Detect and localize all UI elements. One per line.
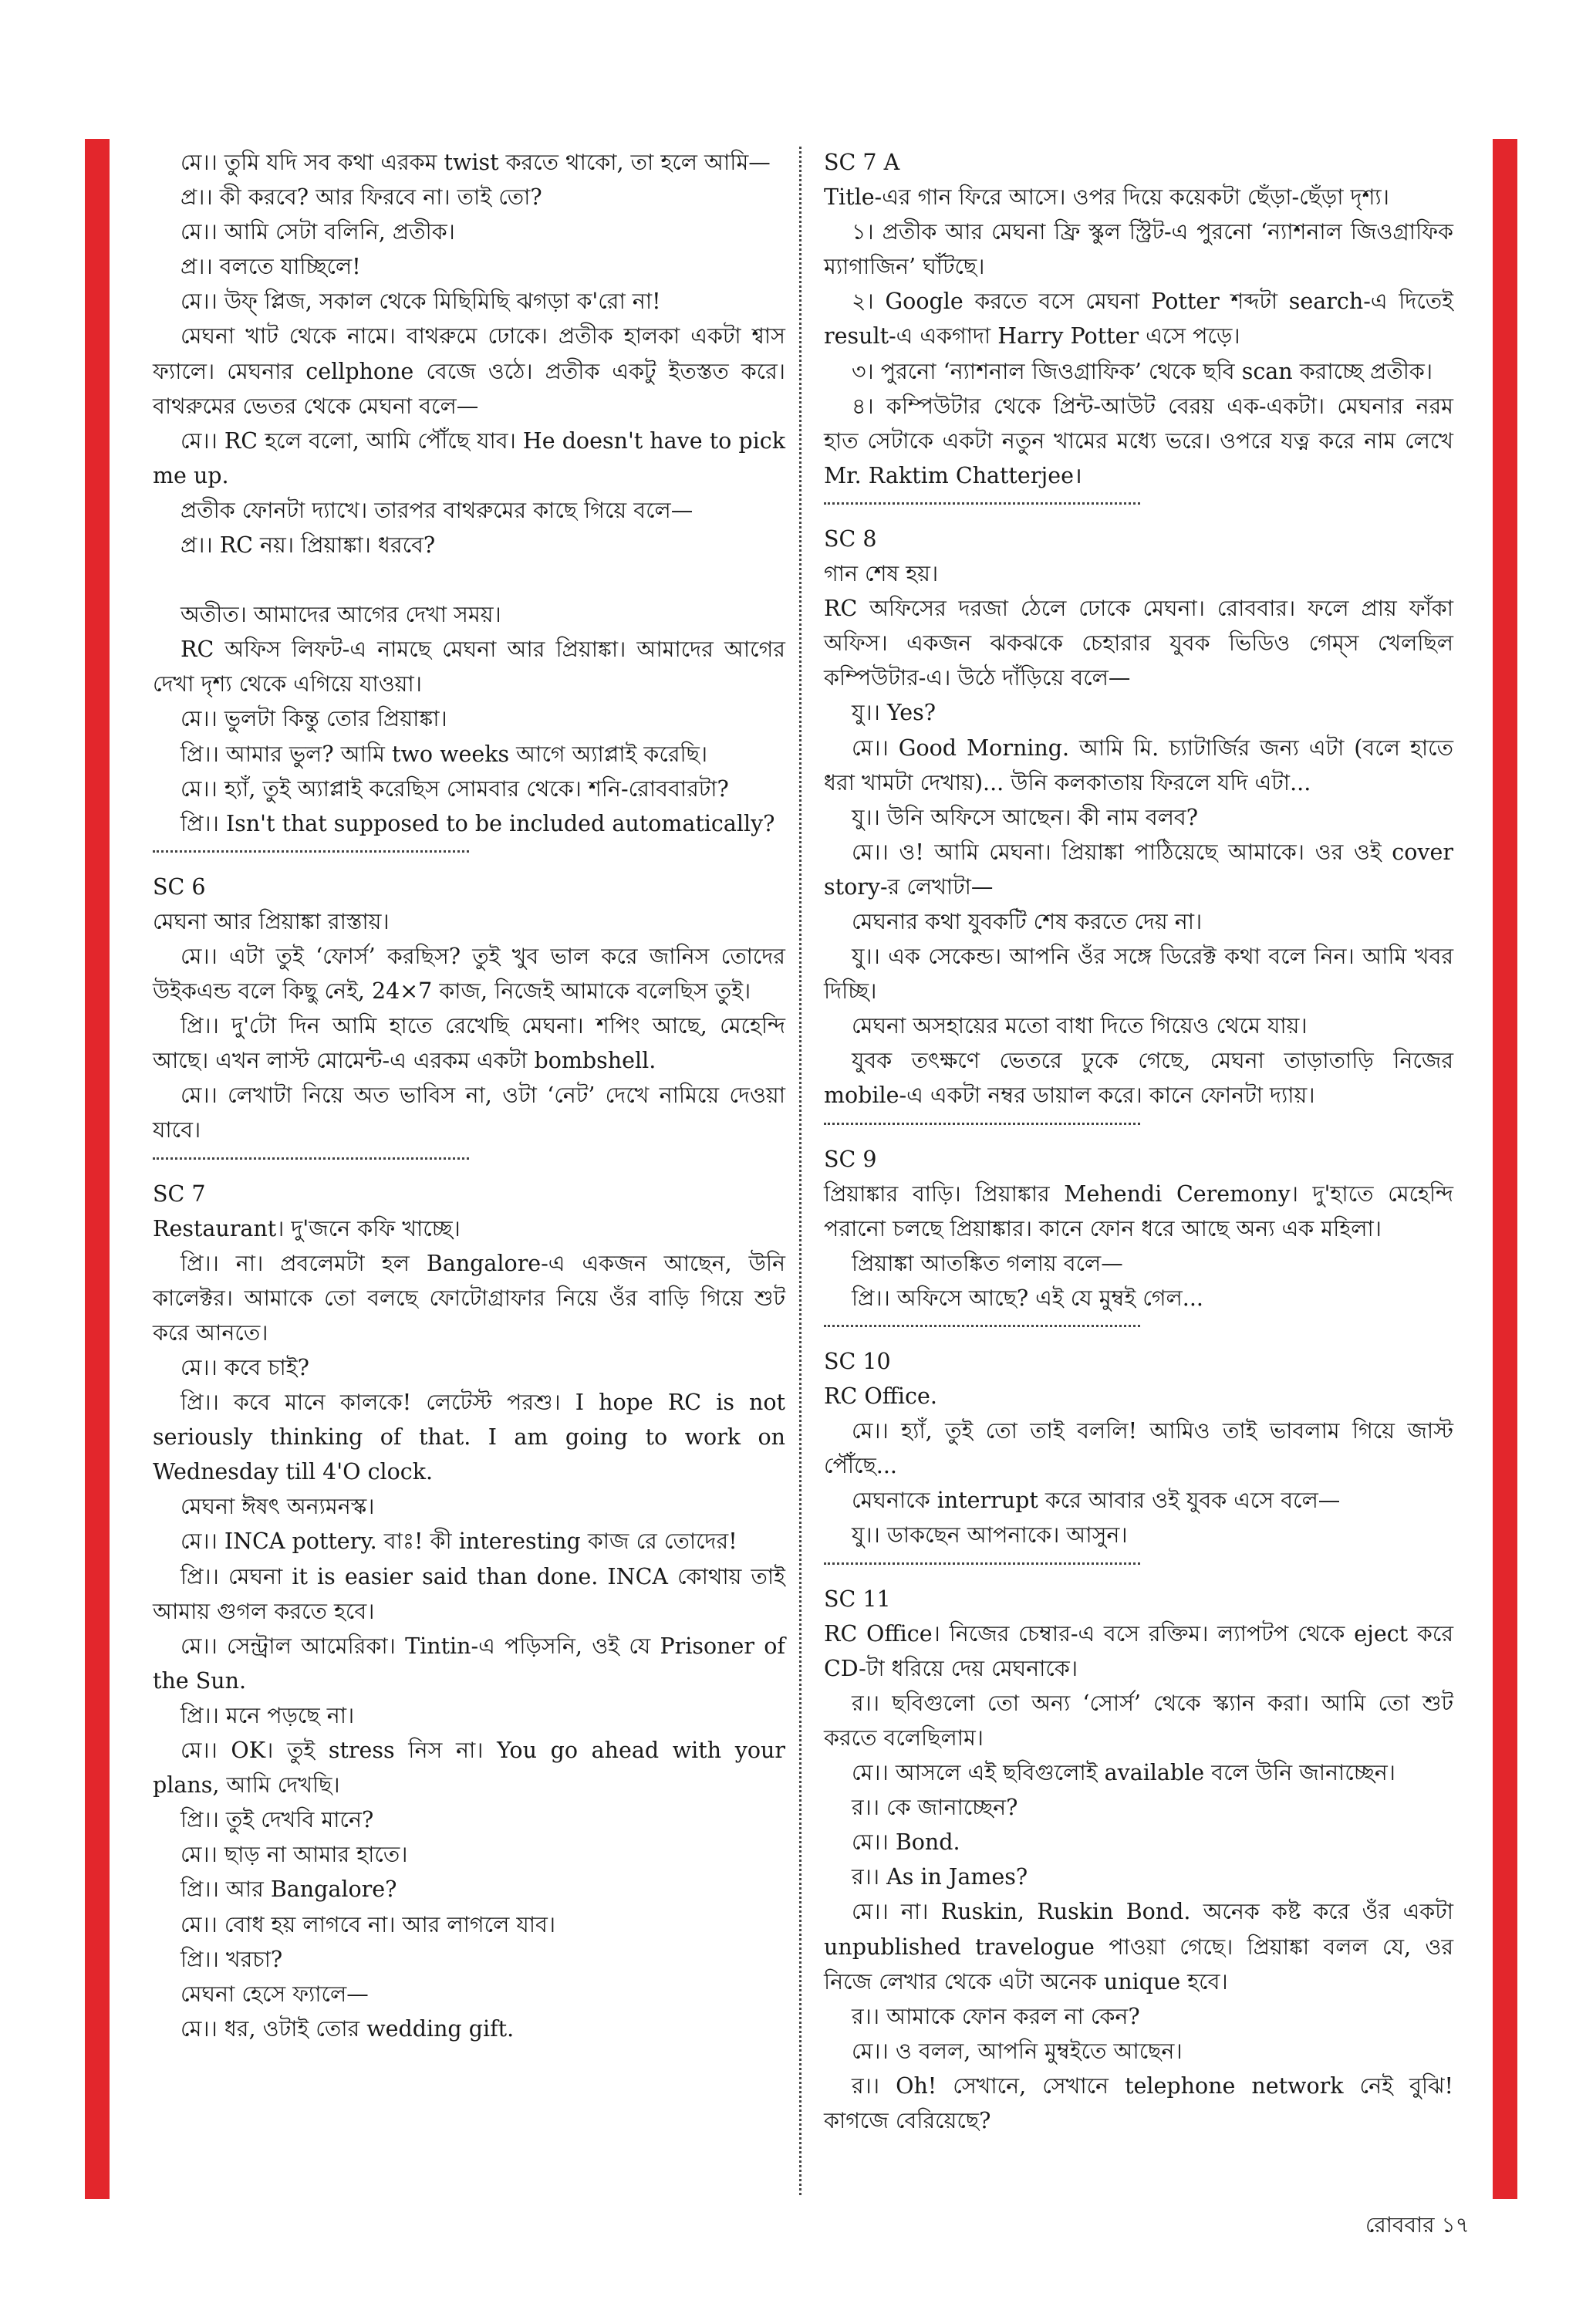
right-column-paragraph: ৩। পুরনো ‘ন্যাশনাল জিওগ্রাফিক’ থেকে ছবি scan করাচ্ছে প্রতীক। bbox=[852, 358, 1433, 384]
scene-separator bbox=[153, 1157, 469, 1160]
right-column-paragraph: র।। Oh! সেখানে, সেখানে telephone network নেই বুঝি! কাগজে বেরিয়েছে? bbox=[824, 2072, 1453, 2133]
left-column-paragraph: মেঘনা হেসে ফ্যালে— bbox=[181, 1981, 369, 2007]
left-column-paragraph: প্রি।। মনে পড়ছে না। bbox=[181, 1702, 355, 1728]
scene-separator bbox=[824, 1123, 1140, 1125]
scene-separator bbox=[824, 502, 1140, 505]
left-red-margin-bar bbox=[85, 139, 110, 2199]
left-column-paragraph: মে।। সেন্ট্রাল আমেরিকা। Tintin-এ পড়িসনি, ওই যে Prisoner of the Sun. bbox=[153, 1633, 785, 1694]
left-column-paragraph: মে।। RC হলে বলো, আমি পৌঁছে যাব। He doesn't have to pick me up. bbox=[153, 427, 785, 488]
left-column-paragraph: মেঘনা খাট থেকে নামে। বাথরুমে ঢোকে। প্রতীক হালকা একটা শ্বাস ফ্যালে। মেঘনার cellphone বেজে ওঠে। প্রতীক একটু ইতস্তত করে। বাথরুমের ভেতর থেকে মেঘনা বলে— bbox=[153, 323, 785, 419]
right-column-paragraph: র।। কে জানাচ্ছেন? bbox=[852, 1795, 1018, 1821]
left-column-paragraph: মে।। এটা তুই ‘ফোর্স’ করছিস? তুই খুব ভাল করে জানিস তোদের উইকএন্ড বলে কিছু নেই, 24×7 কাজ, নিজেই আমাকে বলেছিস তুই। bbox=[153, 943, 785, 1005]
left-column-paragraph: প্রতীক ফোনটা দ্যাখে। তারপর বাথরুমের কাছে গিয়ে বলে— bbox=[181, 497, 694, 523]
left-column bbox=[153, 145, 785, 2046]
right-column-paragraph: গান শেষ হয়। bbox=[824, 561, 939, 587]
left-column-paragraph: মে।। লেখাটা নিয়ে অত ভাবিস না, ওটা ‘নেট’ দেখে নামিয়ে দেওয়া যাবে। bbox=[153, 1083, 785, 1143]
right-column-paragraph: র।। ছবিগুলো তো অন্য ‘সোর্স’ থেকে স্ক্যান করা। আমি তো শুট করতে বলেছিলাম। bbox=[824, 1690, 1453, 1751]
left-column-paragraph: Restaurant। দু'জনে কফি খাচ্ছে। bbox=[153, 1215, 461, 1241]
scene-heading: SC 11 bbox=[824, 1586, 891, 1612]
left-column-paragraph: মেঘনা আর প্রিয়াঙ্কা রাস্তায়। bbox=[153, 908, 390, 934]
left-column-paragraph: মে।। বোধ হয় লাগবে না। আর লাগলে যাব। bbox=[181, 1911, 556, 1937]
left-column-paragraph: মে।। হ্যাঁ, তুই অ্যাপ্লাই করেছিস সোমবার থেকে। শনি-রোববারটা? bbox=[181, 775, 729, 802]
left-column-paragraph: প্রি।। কবে মানে কালকে! লেটেস্ট পরশু। I hope RC is not seriously thinking of that. I am going to work on Wednesday till 4'O clock. bbox=[153, 1390, 785, 1485]
right-column-paragraph: প্রিয়াঙ্কার বাড়ি। প্রিয়াঙ্কার Mehendi Ceremony। দু'হাতে মেহেন্দি পরানো চলছে প্রিয়াঙ্কার। কানে ফোন ধরে আছে অন্য এক মহিলা। bbox=[824, 1181, 1453, 1241]
right-column-paragraph: র।। আমাকে ফোন করল না কেন? bbox=[852, 2003, 1140, 2029]
right-column-paragraph: মেঘনা অসহায়ের মতো বাধা দিতে গিয়েও থেমে যায়। bbox=[852, 1013, 1308, 1039]
right-column-paragraph: মেঘনাকে interrupt করে আবার ওই যুবক এসে বলে— bbox=[852, 1488, 1341, 1514]
right-column-paragraph: প্রি।। অফিসে আছে? এই যে মুম্বই গেল... bbox=[852, 1285, 1203, 1311]
right-column-paragraph: মে।। ও বলল, আপনি মুম্বইতে আছেন। bbox=[852, 2038, 1183, 2064]
scene-heading: SC 10 bbox=[824, 1349, 891, 1374]
paragraph-gap bbox=[153, 562, 785, 597]
left-column-paragraph: RC অফিস লিফট-এ নামছে মেঘনা আর প্রিয়াঙ্কা। আমাদের আগের দেখা দৃশ্য থেকে এগিয়ে যাওয়া। bbox=[153, 637, 785, 698]
right-column-paragraph: র।। As in James? bbox=[852, 1864, 1028, 1890]
left-column-paragraph: মে।। ভুলটা কিন্তু তোর প্রিয়াঙ্কা। bbox=[181, 706, 447, 732]
left-column-paragraph: প্রি।। আমার ভুল? আমি two weeks আগে অ্যাপ্লাই করেছি। bbox=[181, 741, 708, 767]
right-column-paragraph: মে।। আসলে এই ছবিগুলোই available বলে উনি জানাচ্ছেন। bbox=[852, 1760, 1395, 1786]
right-column-paragraph: মে।। ও! আমি মেঘনা। প্রিয়াঙ্কা পাঠিয়েছে আমাকে। ওর ওই cover story-র লেখাটা— bbox=[824, 839, 1453, 900]
left-column-paragraph: মে।। ছাড় না আমার হাতে। bbox=[181, 1842, 408, 1868]
right-column-paragraph: মে।। Bond. bbox=[852, 1829, 960, 1856]
left-column-paragraph: মে।। উফ্ প্লিজ, সকাল থেকে মিছিমিছি ঝগড়া ক'রো না! bbox=[181, 289, 661, 315]
left-column-paragraph: মে।। OK। তুই stress নিস না। You go ahead with your plans, আমি দেখছি। bbox=[153, 1738, 785, 1799]
left-column-paragraph: মে।। আমি সেটা বলিনি, প্রতীক। bbox=[181, 219, 455, 245]
scene-separator bbox=[153, 850, 469, 853]
left-column-paragraph: প্রি।। তুই দেখবি মানে? bbox=[181, 1807, 374, 1833]
left-column-paragraph: মে।। কবে চাই? bbox=[181, 1355, 309, 1380]
left-column-paragraph: মেঘনা ঈষৎ অন্যমনস্ক। bbox=[181, 1494, 375, 1520]
left-column-paragraph: প্রি।। Isn't that supposed to be included automatically? bbox=[181, 810, 775, 836]
column-divider bbox=[799, 147, 801, 2195]
scene-heading: SC 9 bbox=[824, 1146, 877, 1172]
left-column-paragraph: প্র।। বলতে যাচ্ছিলে! bbox=[181, 254, 361, 280]
scene-heading: SC 8 bbox=[824, 525, 877, 552]
right-column-paragraph: RC অফিসের দরজা ঠেলে ঢোকে মেঘনা। রোববার। ফলে প্রায় ফাঁকা অফিস। একজন ঝকঝকে চেহারার যুবক ভিডিও গেম্‌স খেলছিল কম্পিউটার-এ। উঠে দাঁড়িয়ে বলে— bbox=[824, 596, 1453, 691]
scene-heading: SC 7 bbox=[153, 1181, 206, 1207]
right-column-paragraph: যু।। ডাকছেন আপনাকে। আসুন। bbox=[852, 1522, 1128, 1549]
scene-separator bbox=[824, 1325, 1140, 1327]
left-column-paragraph: প্রি।। খরচা? bbox=[181, 1946, 283, 1972]
right-column-paragraph: মে।। না। Ruskin, Ruskin Bond. অনেক কষ্ট করে ওঁর একটা unpublished travelogue পাওয়া গেছে। প্রিয়াঙ্কা বলল যে, ওর নিজে লেখার থেকে এটা অনেক unique হবে। bbox=[824, 1899, 1453, 1995]
right-column-paragraph: যু।। উনি অফিসে আছেন। কী নাম বলব? bbox=[852, 804, 1199, 830]
scene-heading: SC 7 A bbox=[824, 150, 900, 175]
right-column-paragraph: মে।। Good Morning. আমি মি. চ্যাটার্জির জন্য এটা (বলে হাতে ধরা খামটা দেখায়)... উনি কলকাতায় ফিরলে যদি এটা... bbox=[824, 735, 1453, 795]
left-column-paragraph: অতীত। আমাদের আগের দেখা সময়। bbox=[181, 602, 501, 628]
right-column-paragraph: যুবক তৎক্ষণে ভেতরে ঢুকে গেছে, মেঘনা তাড়াতাড়ি নিজের mobile-এ একটা নম্বর ডায়াল করে। কানে ফোনটা দ্যায়। bbox=[824, 1048, 1453, 1109]
scene-separator bbox=[824, 1562, 1140, 1565]
left-column-paragraph: মে।। ধর, ওটাই তোর wedding gift. bbox=[181, 2015, 515, 2042]
right-column-paragraph: মেঘনার কথা যুবকটি শেষ করতে দেয় না। bbox=[852, 908, 1203, 934]
right-column-paragraph: ১। প্রতীক আর মেঘনা ফ্রি স্কুল স্ট্রিট-এ পুরনো ‘ন্যাশনাল জিওগ্রাফিক ম্যাগাজিন’ ঘাঁটছে। bbox=[824, 219, 1453, 280]
right-column-paragraph: Title-এর গান ফিরে আসে। ওপর দিয়ে কয়েকটা ছেঁড়া-ছেঁড়া দৃশ্য। bbox=[824, 184, 1389, 211]
scene-heading: SC 6 bbox=[153, 873, 206, 900]
left-column-paragraph: মে।। তুমি যদি সব কথা এরকম twist করতে থাকো, তা হলে আমি— bbox=[181, 150, 771, 175]
right-column-paragraph: প্রিয়াঙ্কা আতঙ্কিত গলায় বলে— bbox=[852, 1250, 1123, 1276]
left-column-paragraph: প্রি।। আর Bangalore? bbox=[181, 1876, 397, 1903]
left-column-paragraph: মে।। INCA pottery. বাঃ! কী interesting কাজ রে তোদের! bbox=[181, 1529, 737, 1555]
page-footer: রোববার ১৭ bbox=[1365, 2212, 1470, 2238]
right-column-paragraph: RC Office। নিজের চেম্বার-এ বসে রক্তিম। ল্যাপটপ থেকে eject করে CD-টা ধরিয়ে দেয় মেঘনাকে। bbox=[824, 1620, 1453, 1681]
right-column-paragraph: মে।। হ্যাঁ, তুই তো তাই বললি! আমিও তাই ভাবলাম গিয়ে জাস্ট পৌঁছে... bbox=[824, 1418, 1453, 1479]
left-column-paragraph: প্রি।। মেঘনা it is easier said than done. INCA কোথায় তাই আমায় গুগল করতে হবে। bbox=[153, 1563, 785, 1624]
right-column-paragraph: যু।। এক সেকেন্ড। আপনি ওঁর সঙ্গে ডিরেক্ট কথা বলে নিন। আমি খবর দিচ্ছি। bbox=[824, 944, 1453, 1005]
right-column-paragraph: ৪। কম্পিউটার থেকে প্রিন্ট-আউট বেরয় এক-একটা। মেঘনার নরম হাত সেটাকে একটা নতুন খামের মধ্যে ভরে। ওপরে যত্ন করে নাম লেখে Mr. Raktim Chatterjee। bbox=[824, 393, 1453, 488]
right-column bbox=[824, 145, 1453, 2138]
left-column-paragraph: প্রি।। দু'টো দিন আমি হাতে রেখেছি মেঘনা। শপিং আছে, মেহেন্দি আছে। এখন লাস্ট মোমেন্ট-এ এরকম একটা bombshell. bbox=[153, 1013, 785, 1074]
left-column-paragraph: প্র।। RC নয়। প্রিয়াঙ্কা। ধরবে? bbox=[181, 532, 436, 559]
right-red-margin-bar bbox=[1493, 139, 1517, 2199]
left-column-paragraph: প্র।। কী করবে? আর ফিরবে না। তাই তো? bbox=[181, 184, 542, 211]
left-column-paragraph: প্রি।। না। প্রবলেমটা হল Bangalore-এ একজন আছেন, উনি কালেক্টর। আমাকে তো বলছে ফোটোগ্রাফার নিয়ে ওঁর বাড়ি গিয়ে শুট করে আনতে। bbox=[153, 1250, 785, 1346]
right-column-paragraph: ২। Google করতে বসে মেঘনা Potter শব্দটা search-এ দিতেই result-এ একগাদা Harry Potter এসে পড়ে। bbox=[824, 289, 1453, 350]
right-column-paragraph: RC Office. bbox=[824, 1383, 937, 1410]
right-column-paragraph: যু।। Yes? bbox=[852, 700, 936, 726]
